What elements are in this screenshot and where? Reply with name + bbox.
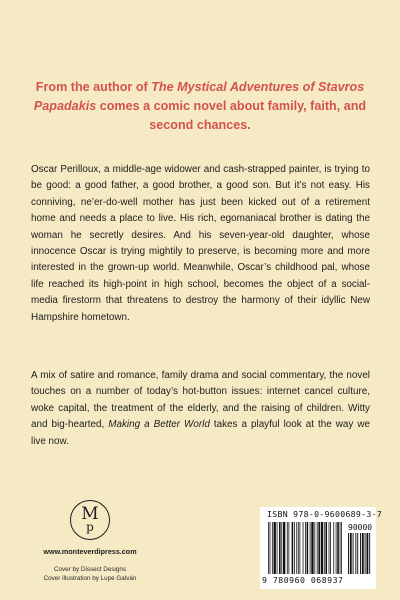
publisher-logo xyxy=(70,500,110,540)
synopsis-paragraph-1: Oscar Perilloux, a middle-age widower and cash-strapped painter, is trying to be good: a good father, a good brother, a good son. But it’s not easy. His conniving, ne’er-do-well mother has just been kicked out of a retirement home and needs a place to live. His rich, egomaniacal brother is dating the woman he secretly desires. And his seven-year-old daughter, whose innocence Oscar is trying mightily to preserve, is becoming more and more interested in the grown-up world. Meanwhile, Oscar’s childhood pal, whose life reached its high-point in high school, becomes the object of a social-media firestorm that threatens to destroy the harmony of their idyllic New Hampshire hometown. xyxy=(31,164,370,323)
ean-digits: 9 780960 068937 xyxy=(262,575,344,585)
cover-illustration-credit: Cover illustration by Lupe Galván xyxy=(43,575,137,582)
tagline xyxy=(28,78,372,135)
cover-design-credit: Cover by Dissect Designs xyxy=(53,566,127,573)
logo-letter-p: p xyxy=(86,520,94,534)
ean-barcode xyxy=(268,522,342,574)
logo-letter-m: M xyxy=(81,504,99,524)
addon-barcode xyxy=(348,533,372,574)
paragraph-2-book-title: Making a Better World xyxy=(108,419,210,431)
price-code: 90000 xyxy=(348,523,373,532)
paragraph-2-text: A mix of satire and romance, family drama and social commentary, the novel touches on a number of today’s hot-button issues: internet cancel culture, woke capital, the treatment of the elderly, and the raising of children. Witty and big-hearted, xyxy=(31,370,370,431)
publisher-url: www.monteverdipress.com xyxy=(43,547,137,556)
isbn-label: ISBN 978-0-9600689-3-7 xyxy=(267,509,383,519)
tagline-suffix: comes a comic novel about family, faith, and second chances. xyxy=(96,99,367,132)
barcode-panel xyxy=(260,507,383,589)
tagline-book-title: The Mystical Adventures of Stavros Papadakis xyxy=(33,80,365,113)
tagline-prefix: From the author of xyxy=(35,80,152,94)
paragraph-2-suffix: takes a playful look at the way we live now. xyxy=(31,419,370,447)
synopsis-paragraph-2 xyxy=(31,368,370,450)
